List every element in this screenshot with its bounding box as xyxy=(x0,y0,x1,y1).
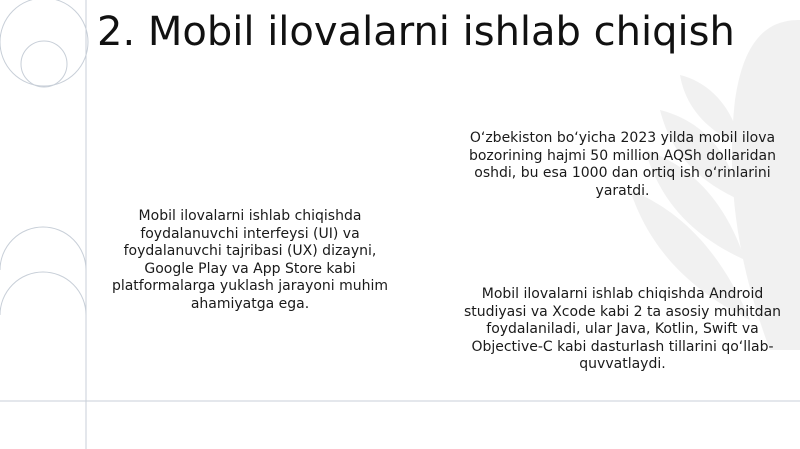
deco-arch-lower xyxy=(0,272,86,315)
paragraph-market-size: O‘zbekiston bo‘yicha 2023 yilda mobil ilova bozorining hajmi 50 million AQSh dollaridan oshdi, bu esa 1000 dan ortiq ish o‘rinlarini yaratdi. xyxy=(468,130,776,199)
slide-title: 2. Mobil ilovalarni ishlab chiqish xyxy=(97,9,735,55)
deco-arch-upper xyxy=(0,227,86,270)
deco-circle-small xyxy=(21,41,67,87)
paragraph-dev-tools: Mobil ilovalarni ishlab chiqishda Android studiyasi va Xcode kabi 2 ta asosiy muhitdan foydalaniladi, ular Java, Kotlin, Swift va Objective-C kabi dasturlash tillarini qo‘llab-quvvatlaydi. xyxy=(463,286,782,372)
deco-circle-large xyxy=(0,0,88,86)
paragraph-ui-ux: Mobil ilovalarni ishlab chiqishda foydalanuvchi interfeysi (UI) va foydalanuvchi tajribasi (UX) dizayni, Google Play va App Store kabi platformalarga yuklash jarayoni muhim ahamiyatga ega. xyxy=(111,208,389,312)
